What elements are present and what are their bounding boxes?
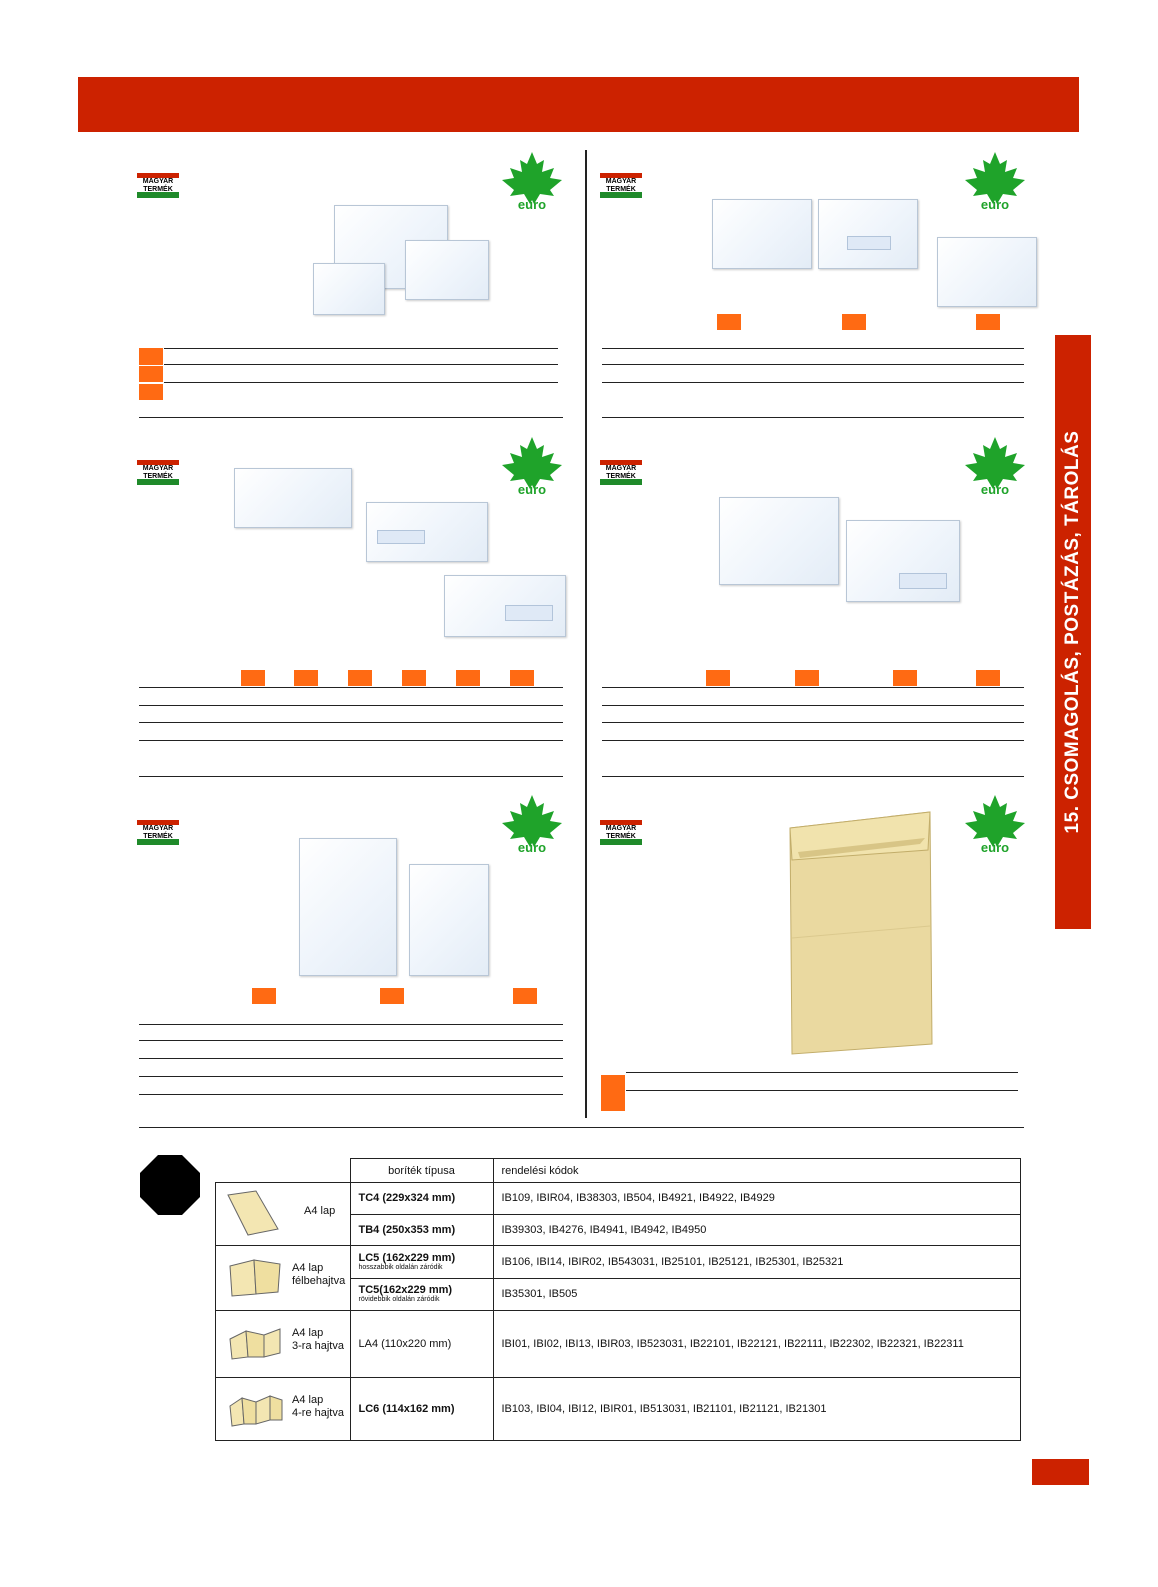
row-rule: [602, 382, 1024, 383]
orange-marker: [139, 348, 163, 365]
fold-label: A4 lap félbehajtva: [292, 1262, 346, 1287]
row-rule: [164, 364, 558, 365]
row-rule: [139, 740, 563, 741]
order-codes-cell: IB103, IBI04, IBI12, IBIR01, IB513031, IB21101, IB21121, IB21301: [493, 1378, 1020, 1441]
orange-marker: [294, 670, 318, 686]
maple-leaf-icon: [500, 435, 564, 501]
envelope-window-image: [444, 575, 566, 637]
row-rule: [626, 1072, 1018, 1073]
orange-marker: [601, 1075, 625, 1111]
row-rule: [139, 1058, 563, 1059]
section-separator: [602, 417, 1024, 418]
order-codes-cell: IB109, IBIR04, IB38303, IB504, IB4921, IB4922, IB4929: [493, 1183, 1020, 1215]
orange-marker: [976, 314, 1000, 330]
orange-marker: [513, 988, 537, 1004]
orange-marker: [139, 384, 163, 400]
envelope-image: [313, 263, 385, 315]
orange-marker: [510, 670, 534, 686]
envelope-image: [712, 199, 812, 269]
envelope-image: [409, 864, 489, 976]
euro-logo-text: euro: [980, 840, 1010, 855]
row-rule: [626, 1090, 1018, 1091]
magyar-termek-badge: MAGYAR TERMÉK: [600, 173, 642, 199]
row-rule: [602, 722, 1024, 723]
row-rule: [164, 348, 558, 349]
section-separator: [139, 1127, 1024, 1128]
orange-marker: [842, 314, 866, 330]
orange-marker: [893, 670, 917, 686]
envelope-type-cell: LC6 (114x162 mm): [350, 1378, 493, 1441]
envelope-type-cell: LC5 (162x229 mm) hosszabbik oldalán záródik: [350, 1246, 493, 1279]
row-rule: [602, 705, 1024, 706]
euro-logo-text: euro: [980, 197, 1010, 212]
quad-folded-sheet-icon: [226, 1388, 286, 1428]
maple-leaf-icon: [963, 793, 1027, 859]
envelope-image: [719, 497, 839, 585]
fold-cell: [216, 1183, 351, 1246]
section-separator: [139, 417, 563, 418]
envelope-type-cell: LA4 (110x220 mm): [350, 1311, 493, 1378]
envelope-window-image: [818, 199, 918, 269]
row-rule: [139, 1094, 563, 1095]
order-codes-cell: IBI01, IBI02, IBI13, IBIR03, IB523031, IB22101, IB22121, IB22111, IB22302, IB22321, IB22311: [493, 1311, 1020, 1378]
orange-marker: [252, 988, 276, 1004]
orange-marker: [456, 670, 480, 686]
row-rule: [602, 687, 1024, 688]
euro-logo-text: euro: [517, 482, 547, 497]
page-number-tab: [1032, 1459, 1089, 1485]
fold-label: A4 lap: [304, 1205, 336, 1217]
column-header-type: boríték típusa: [350, 1159, 493, 1183]
row-rule: [139, 1076, 563, 1077]
orange-marker: [717, 314, 741, 330]
fold-label: A4 lap 3-ra hajtva: [292, 1327, 344, 1352]
row-rule: [164, 382, 558, 383]
orange-marker: [241, 670, 265, 686]
row-rule: [139, 1024, 563, 1025]
magyar-termek-badge: MAGYAR TERMÉK: [600, 820, 642, 846]
header-bar: [78, 77, 1079, 132]
column-divider: [585, 150, 587, 1118]
fold-cell: [216, 1246, 351, 1311]
orange-marker: [348, 670, 372, 686]
orange-marker: [402, 670, 426, 686]
maple-leaf-icon: [500, 150, 564, 216]
order-codes-cell: IB106, IBI14, IBIR02, IB543031, IB25101, IB25121, IB25301, IB25321: [493, 1246, 1020, 1279]
orange-marker: [706, 670, 730, 686]
row-rule: [602, 364, 1024, 365]
chapter-title: 15. CSOMAGOLÁS, POSTÁZÁS, TÁROLÁS: [1062, 430, 1083, 834]
envelope-image: [937, 237, 1037, 307]
orange-marker: [976, 670, 1000, 686]
euro-logo-text: euro: [517, 840, 547, 855]
row-rule: [139, 1040, 563, 1041]
magyar-termek-badge: MAGYAR TERMÉK: [137, 820, 179, 846]
orange-marker: [380, 988, 404, 1004]
euro-logo-text: euro: [980, 482, 1010, 497]
order-code-table: [215, 1158, 1021, 1441]
row-rule: [139, 705, 563, 706]
fold-cell: [216, 1378, 351, 1441]
a4-sheet-icon: [226, 1189, 280, 1237]
envelope-type-cell: TC4 (229x324 mm): [350, 1183, 493, 1215]
fold-label: A4 lap 4-re hajtva: [292, 1394, 344, 1419]
orange-marker: [139, 366, 163, 382]
envelope-window-image: [366, 502, 488, 562]
row-rule: [139, 722, 563, 723]
tri-folded-sheet-icon: [226, 1323, 284, 1361]
envelope-type-cell: TB4 (250x353 mm): [350, 1214, 493, 1246]
row-rule: [602, 348, 1024, 349]
section-separator: [139, 776, 563, 777]
envelope-image: [405, 240, 489, 300]
octagon-marker: [140, 1155, 200, 1215]
fold-cell: [216, 1311, 351, 1378]
chapter-side-tab: [1055, 335, 1091, 929]
envelope-window-image: [846, 520, 960, 602]
row-rule: [139, 687, 563, 688]
maple-leaf-icon: [963, 150, 1027, 216]
order-codes-cell: IB35301, IB505: [493, 1278, 1020, 1311]
euro-logo-text: euro: [517, 197, 547, 212]
magyar-termek-badge: MAGYAR TERMÉK: [137, 460, 179, 486]
row-rule: [602, 740, 1024, 741]
magyar-termek-badge: MAGYAR TERMÉK: [137, 173, 179, 199]
section-separator: [602, 776, 1024, 777]
envelope-image: [299, 838, 397, 976]
magyar-termek-badge: MAGYAR TERMÉK: [600, 460, 642, 486]
column-header-codes: rendelési kódok: [493, 1159, 1020, 1183]
maple-leaf-icon: [500, 793, 564, 859]
maple-leaf-icon: [963, 435, 1027, 501]
envelope-type-cell: TC5(162x229 mm) rövidebbik oldalán záródik: [350, 1278, 493, 1311]
envelope-image: [234, 468, 352, 528]
orange-marker: [795, 670, 819, 686]
half-folded-sheet-icon: [226, 1254, 284, 1298]
order-codes-cell: IB39303, IB4276, IB4941, IB4942, IB4950: [493, 1214, 1020, 1246]
kraft-bag-envelope-image: [780, 808, 940, 1058]
